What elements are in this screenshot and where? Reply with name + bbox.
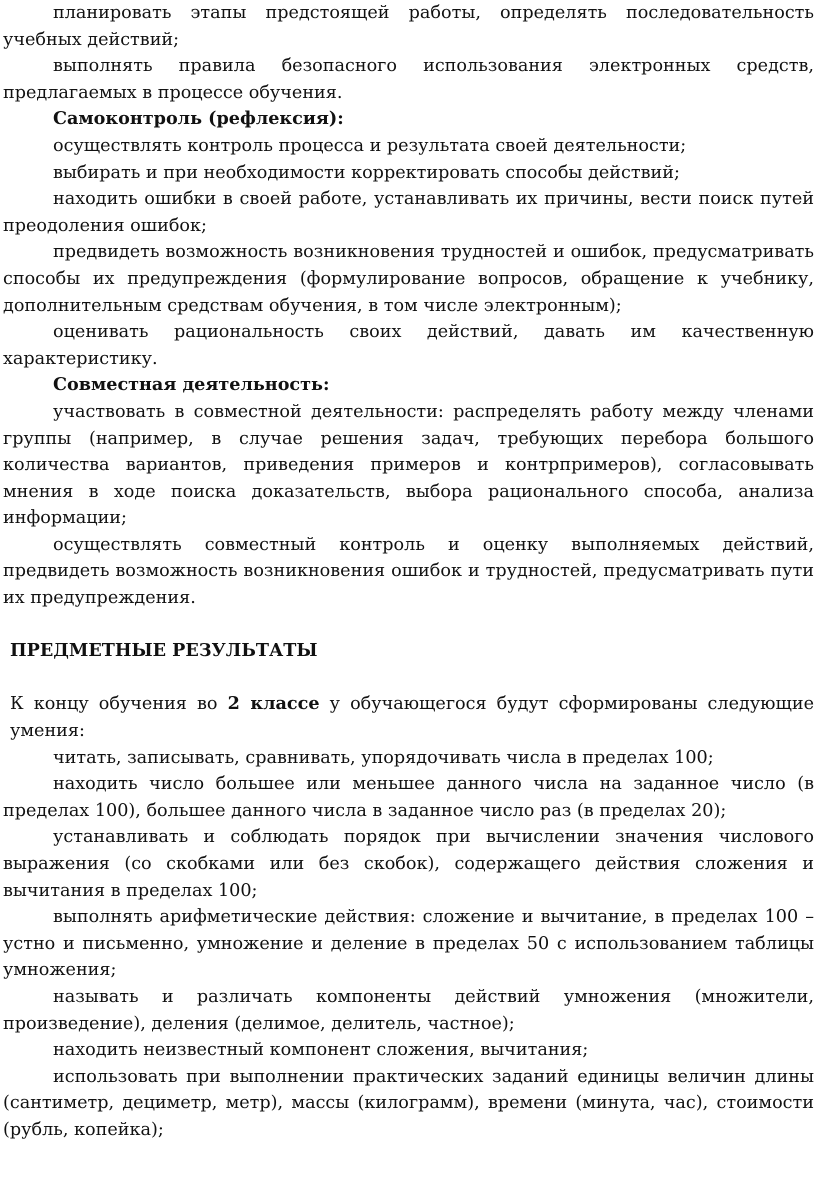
paragraph-participate-joint: участвовать в совместной деятельности: распределять работу между членами группы (например, в случае решения задач, требующих перебора большого количества вариантов, приведения примеров и контрпримеров), согласовывать мнения в ходе поиска доказательств, выбора рационального способа, анализа информации; [3, 401, 814, 529]
paragraph-order-of-operations: устанавливать и соблюдать порядок при вычислении значения числового выражения (со скобками или без скобок), содержащего действия сложения и вычитания в пределах 100; [3, 827, 814, 901]
paragraph-joint-control: осуществлять совместный контроль и оценку выполняемых действий, предвидеть возможность возникновения ошибок и трудностей, предусматривать пути их предупреждения. [3, 534, 814, 609]
paragraph-units-of-measure: использовать при выполнении практических заданий единицы величин длины (сантиметр, дециметр, метр), массы (килограмм), времени (минута, час), стоимости (рубль, копейка); [3, 1066, 814, 1140]
paragraph-safety-rules: выполнять правила безопасного использования электронных средств, предлагаемых в процессе обучения. [3, 56, 814, 103]
paragraph-read-numbers: читать, записывать, сравнивать, упорядочивать числа в пределах 100; [53, 747, 714, 768]
paragraph-evaluate-rationality: оценивать рациональность своих действий, давать им качественную характеристику. [3, 322, 814, 369]
paragraph-intro [0, 691, 816, 744]
paragraph-control-process: осуществлять контроль процесса и результата своей деятельности; [53, 135, 687, 156]
spacer [0, 665, 816, 692]
section-title: ПРЕДМЕТНЫЕ РЕЗУЛЬТАТЫ [10, 640, 318, 662]
paragraph-correct-methods: выбирать и при необходимости корректировать способы действий; [53, 162, 680, 183]
paragraph-arithmetic-operations: выполнять арифметические действия: сложение и вычитание, в пределах 100 – устно и письменно, умножение и деление в пределах 50 с использованием таблицы умножения; [3, 907, 814, 981]
intro-after: у обучающегося будут сформированы следующие умения: [10, 694, 814, 742]
heading-joint-activity: Совместная деятельность: [53, 374, 330, 396]
paragraph-plan-stages: планировать этапы предстоящей работы, определять последовательность учебных действий; [3, 3, 814, 50]
paragraph-components-multiplication: называть и различать компоненты действий умножения (множители, произведение), деления (делимое, делитель, частное); [3, 986, 814, 1034]
paragraph-find-errors: находить ошибки в своей работе, устанавливать их причины, вести поиск путей преодоления ошибок; [3, 189, 814, 236]
paragraph-find-greater-number: находить число большее или меньшее данного числа на заданное число (в пределах 100), большее данного числа в заданное число раз (в пределах 20); [3, 774, 814, 821]
intro-before: К концу обучения во [10, 694, 228, 715]
heading-self-control: Самоконтроль (рефлексия): [53, 108, 344, 130]
intro-bold-class: 2 классе [227, 693, 320, 715]
spacer [0, 612, 816, 639]
paragraph-foresee-difficulties: предвидеть возможность возникновения трудностей и ошибок, предусматривать способы их предупреждения (формулирование вопросов, обращение к учебнику, дополнительным средствам обучения, в том числе электронным); [3, 242, 814, 316]
paragraph-unknown-component: находить неизвестный компонент сложения, вычитания; [53, 1040, 589, 1061]
